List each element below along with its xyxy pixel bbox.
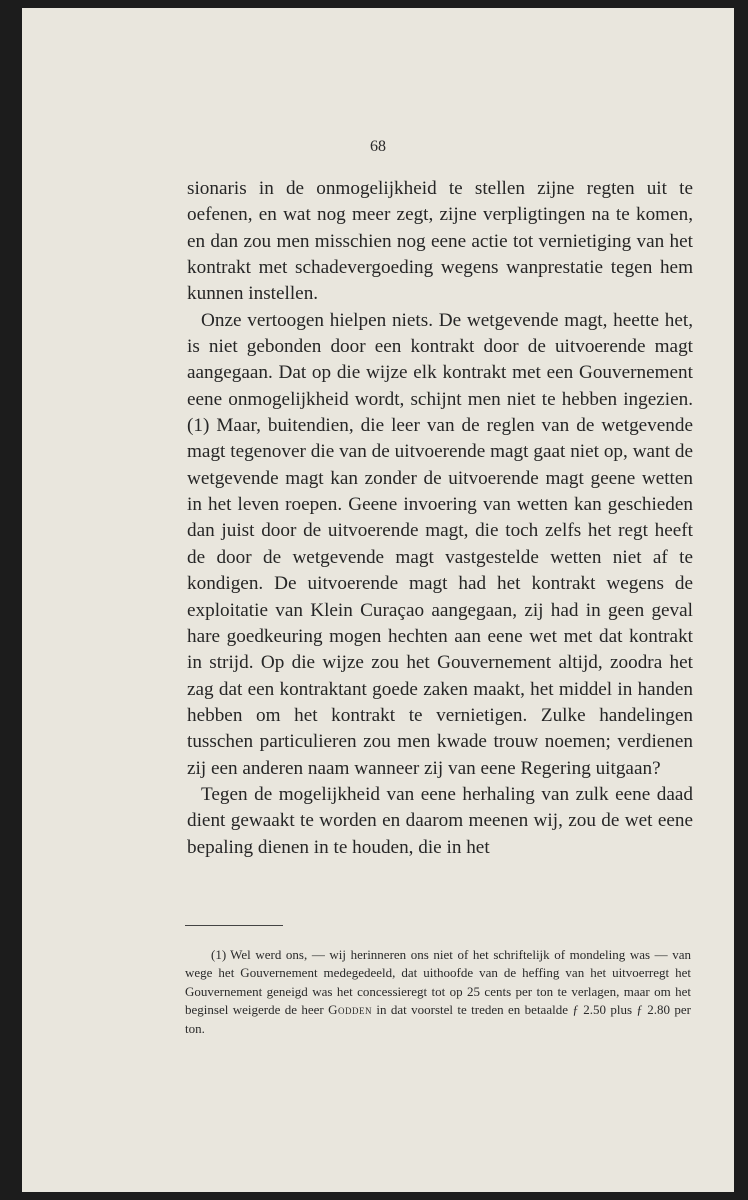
book-page (22, 8, 734, 1192)
footnote (185, 946, 691, 1038)
paragraph-3: Tegen de mogelijkheid van eene herhaling van zulk eene daad dient gewaakt te worden en daarom meenen wij, zou de wet eene bepaling dienen in te houden, die in het (187, 783, 693, 858)
footnote-marker: (1) (211, 947, 227, 962)
body-text (187, 176, 693, 861)
paragraph-2: Onze vertoogen hielpen niets. De wetgevende magt, heette het, is niet gebonden door een kontrakt door de uitvoerende magt aangegaan. Dat op die wijze elk kontrakt met een Gouvernement eene onmogelijkheid wordt, schijnt men niet te hebben ingezien. (1) Maar, buitendien, die leer van de reglen van de wetgevende magt tegenover die van de uitvoerende magt gaat niet op, want de wetgevende magt kan zonder de uitvoerende magt geene wetten in het leven roepen. Geene invoering van wetten kan geschieden dan juist door de uitvoerende magt, die toch zelfs het regt heeft de door de wetgevende magt vastgestelde wetten niet af te kondigen. De uitvoerende magt had het kontrakt wegens de exploitatie van Klein Curaçao aangegaan, zij had in geen geval hare goedkeuring mogen hechten aan eene wet met dat kontrakt in strijd. Op die wijze zou het Gouvernement altijd, zoodra het zag dat een kontraktant goede zaken maakt, het middel in handen hebben om het kontrakt te vernietigen. Zulke handelingen tusschen particulieren zou men kwade trouw noemen; verdienen zij een anderen naam wanneer zij van eene Regering uitgaan? (187, 309, 693, 779)
page-number: 68 (370, 138, 386, 155)
footnote-text-end: in dat voorstel te treden en betaalde ƒ 2.50 plus ƒ 2.80 per ton. (185, 1002, 692, 1036)
paragraph-1: sionaris in de onmogelijkheid te stellen zijne regten uit te oefenen, en wat nog meer zegt, zijne verpligtingen na te komen, en dan zou men misschien nog eene actie tot vernietiging van het kontrakt met schadevergoeding wegens wanprestatie tegen hem kunnen instellen. (187, 178, 693, 305)
footnote-person-name: Godden (328, 1002, 373, 1018)
footnote-divider (185, 925, 283, 926)
footnote-text-start: Wel werd ons, — wij herinneren ons niet of het schriftelijk of mondeling was — van wege het Gouvernement medegedeeld, dat uithoofde van de heffing van het uitvoerregt het Gouvernement geneigd was het concessieregt tot op 25 cents per ton te verlagen, maar om het beginsel weigerde de heer (185, 947, 691, 1018)
